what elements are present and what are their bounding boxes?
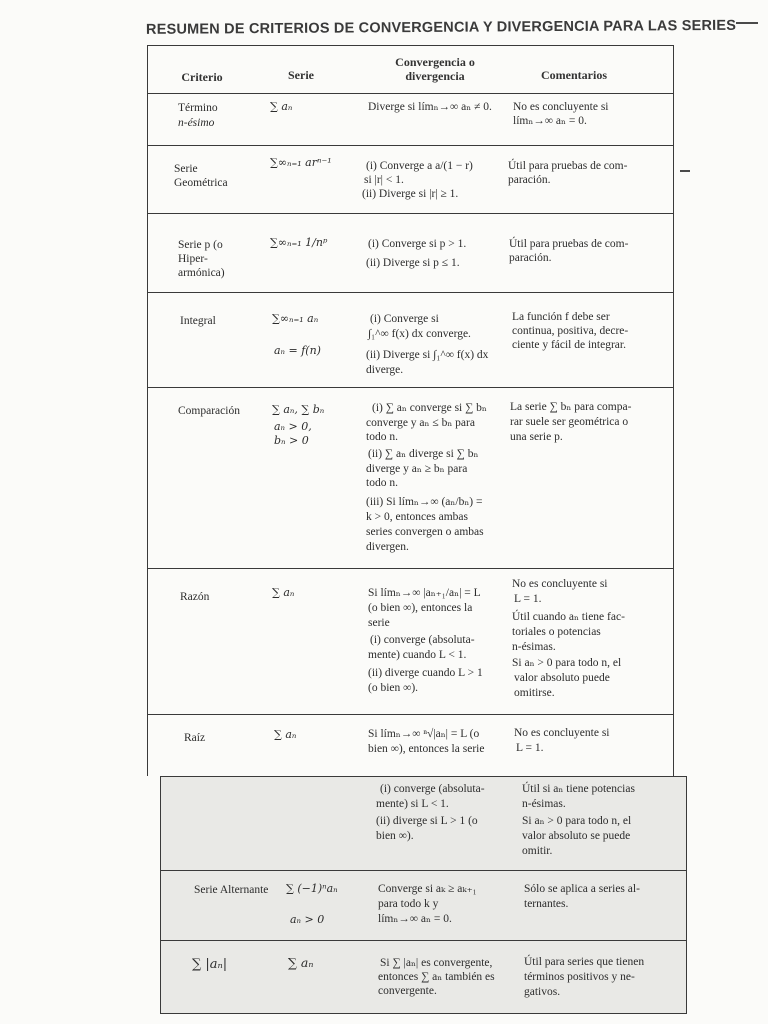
conv-line: para todo k y <box>378 898 439 910</box>
com-line: No es concluyente si <box>513 101 609 113</box>
scan-artifact-line <box>736 22 758 24</box>
com-line: omitirse. <box>514 687 555 699</box>
criterio-line: Comparación <box>178 405 240 417</box>
conv-line: (i) Converge si <box>370 313 439 325</box>
criterio-formula: ∑ |aₙ| <box>192 957 228 972</box>
com-line: paración. <box>509 252 552 264</box>
row-divider <box>147 145 674 146</box>
com-line: rar suele ser geométrica o <box>510 416 629 428</box>
com-line: términos positivos y ne- <box>524 971 635 983</box>
conv-line: (i) converge (absoluta- <box>380 783 485 795</box>
page-title: RESUMEN DE CRITERIOS DE CONVERGENCIA Y DIVERGENCIA PARA LAS SERIES <box>145 17 737 38</box>
conv-line: k > 0, entonces ambas <box>366 511 468 523</box>
com-line: Útil para pruebas de com- <box>509 238 629 250</box>
serie-formula: ∑ aₙ, ∑ bₙ <box>272 403 325 416</box>
criterio-line: armónica) <box>178 267 225 279</box>
row-divider <box>147 292 674 293</box>
row-divider <box>160 940 687 941</box>
com-line: L = 1. <box>516 742 544 754</box>
com-line: límₙ→∞ aₙ = 0. <box>513 115 587 127</box>
com-line: gativos. <box>524 986 561 998</box>
conv-line: entonces ∑ aₙ también es <box>378 971 495 983</box>
com-line: Útil si aₙ tiene potencias <box>522 783 635 795</box>
conv-line: si |r| < 1. <box>364 174 404 186</box>
row-divider <box>147 93 674 94</box>
com-line: La función f debe ser <box>512 311 610 323</box>
com-line: valor absoluto puede <box>514 672 610 684</box>
row-divider <box>147 387 674 388</box>
scan-artifact-tick <box>680 170 690 172</box>
com-line: La serie ∑ bₙ para compa- <box>510 401 632 413</box>
serie-formula: ∑∞ₙ₌₁ aₙ <box>272 312 319 325</box>
serie-formula: bₙ > 0 <box>274 434 309 447</box>
criterio-line: Geométrica <box>174 177 228 189</box>
serie-formula: aₙ = f(n) <box>274 344 321 357</box>
conv-line: ∫₁^∞ f(x) dx converge. <box>368 328 471 340</box>
com-line: No es concluyente si <box>514 727 610 739</box>
criterio-line: Razón <box>180 591 210 603</box>
serie-formula: aₙ > 0, <box>274 420 312 433</box>
header-convergencia-1: Convergencia o <box>395 55 475 69</box>
com-line: n-ésimas. <box>522 798 566 810</box>
com-line: una serie p. <box>510 431 563 443</box>
conv-line: Si límₙ→∞ ⁿ√|aₙ| = L (o <box>368 728 480 740</box>
com-line: ternantes. <box>524 898 569 910</box>
com-line: n-ésimas. <box>512 641 556 653</box>
conv-line: Si límₙ→∞ |aₙ₊₁/aₙ| = L <box>368 587 481 599</box>
conv-line: (iii) Si límₙ→∞ (aₙ/bₙ) = <box>366 496 483 508</box>
conv-line: diverge y aₙ ≥ bₙ para <box>366 463 468 475</box>
serie-formula: ∑ aₙ <box>270 100 293 113</box>
header-convergencia-2: divergencia <box>405 69 465 83</box>
com-line: ciente y fácil de integrar. <box>512 339 626 351</box>
row-divider <box>147 213 674 214</box>
conv-line: Si ∑ |aₙ| es convergente, <box>380 957 493 969</box>
conv-line: serie <box>368 617 390 629</box>
com-line: Si aₙ > 0 para todo n, el <box>522 815 632 827</box>
com-line: continua, positiva, decre- <box>512 325 629 337</box>
conv-line: series convergen o ambas <box>366 526 484 538</box>
row-divider <box>147 714 674 715</box>
conv-line: divergen. <box>366 541 409 553</box>
row-divider <box>160 870 687 871</box>
com-line: Útil para pruebas de com- <box>508 160 628 172</box>
serie-formula: ∑ (−1)ⁿaₙ <box>286 882 338 895</box>
com-line: No es concluyente si <box>512 578 608 590</box>
conv-line: (i) ∑ aₙ converge si ∑ bₙ <box>372 402 487 414</box>
conv-line: límₙ→∞ aₙ = 0. <box>378 913 452 925</box>
conv-line: todo n. <box>366 431 398 443</box>
conv-line: (i) Converge a a/(1 − r) <box>366 160 473 172</box>
com-line: Sólo se aplica a series al- <box>524 883 640 895</box>
com-line: toriales o potencias <box>512 626 601 638</box>
serie-formula: ∑ aₙ <box>288 955 314 970</box>
conv-line: Diverge si límₙ→∞ aₙ ≠ 0. <box>368 101 492 113</box>
conv-line: (ii) diverge cuando L > 1 <box>368 667 483 679</box>
conv-line: bien ∞). <box>376 830 414 842</box>
com-line: Si aₙ > 0 para todo n, el <box>512 657 622 669</box>
com-line: paración. <box>508 174 551 186</box>
serie-formula: aₙ > 0 <box>290 913 325 926</box>
conv-line: (i) Converge si p > 1. <box>368 238 467 250</box>
header-comentarios: Comentarios <box>541 68 607 82</box>
row-divider <box>147 568 674 569</box>
criterio-line: Integral <box>180 315 216 327</box>
conv-line: (ii) Diverge si p ≤ 1. <box>366 257 460 269</box>
conv-line: diverge. <box>366 364 404 376</box>
serie-formula: ∑∞ₙ₌₁ 1/nᵖ <box>270 236 328 249</box>
com-line: valor absoluto se puede <box>522 830 631 842</box>
com-line: Útil para series que tienen <box>524 956 645 968</box>
com-line: L = 1. <box>514 593 542 605</box>
conv-line: (i) converge (absoluta- <box>370 634 475 646</box>
conv-line: mente) si L < 1. <box>376 798 449 810</box>
conv-line: converge y aₙ ≤ bₙ para <box>366 417 475 429</box>
com-line: Útil cuando aₙ tiene fac- <box>512 611 625 623</box>
header-criterio: Criterio <box>181 70 223 84</box>
criterio-line: Hiper- <box>178 253 208 265</box>
header-serie: Serie <box>288 68 314 82</box>
criterio-line: Raíz <box>184 732 206 744</box>
criterio-line: n-ésimo <box>178 117 215 129</box>
serie-formula: ∑ aₙ <box>272 586 295 599</box>
serie-formula: ∑ aₙ <box>274 728 297 741</box>
conv-line: convergente. <box>378 985 437 997</box>
conv-line: bien ∞), entonces la serie <box>368 743 485 755</box>
conv-line: (o bien ∞). <box>368 682 419 694</box>
conv-line: (ii) ∑ aₙ diverge si ∑ bₙ <box>368 448 479 460</box>
criterio-line: Serie <box>174 163 198 175</box>
conv-line: (ii) diverge si L > 1 (o <box>376 815 478 827</box>
conv-line: todo n. <box>366 477 398 489</box>
com-line: omitir. <box>522 845 553 857</box>
conv-line: Converge si aₖ ≥ aₖ₊₁ <box>378 883 477 895</box>
serie-formula: ∑∞ₙ₌₁ arⁿ⁻¹ <box>270 156 332 169</box>
conv-line: (o bien ∞), entonces la <box>368 602 473 614</box>
criterio-line: Serie Alternante <box>194 884 269 896</box>
criterio-line: Término <box>178 102 218 114</box>
conv-line: mente) cuando L < 1. <box>368 649 467 661</box>
conv-line: (ii) Diverge si |r| ≥ 1. <box>362 188 459 200</box>
conv-line: (ii) Diverge si ∫₁^∞ f(x) dx <box>366 349 489 361</box>
criterio-line: Serie p (o <box>178 239 223 251</box>
